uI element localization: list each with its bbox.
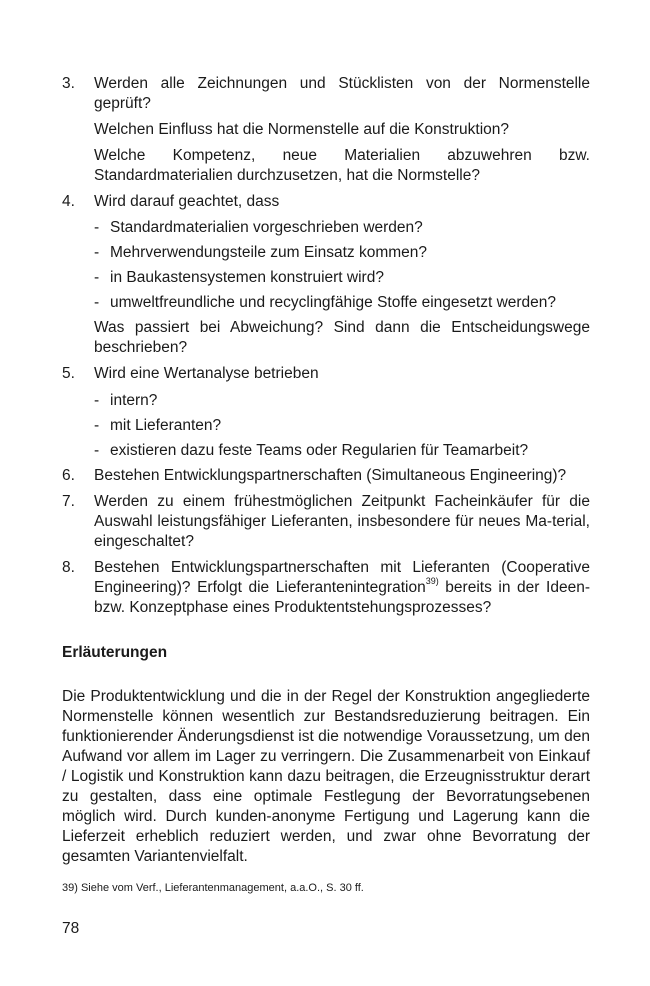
bullet-text: mit Lieferanten? <box>110 417 222 434</box>
dash-marker: - <box>94 294 100 311</box>
page-content <box>62 74 590 939</box>
question-text: Werden alle Zeichnungen und Stücklisten von der Normenstelle geprüft? <box>94 75 590 112</box>
bullet-text: umweltfreundliche und recyclingfähige Stoffe eingesetzt werden? <box>110 294 557 311</box>
question-text: Werden zu einem frühestmöglichen Zeitpunkt Facheinkäufer für die Auswahl leistungsfähiger Lieferanten, insbesondere für neues Ma-terial, eingeschaltet? <box>94 493 590 550</box>
dash-marker: - <box>94 442 100 459</box>
item-number: 4. <box>62 193 75 210</box>
bullet-item <box>94 268 590 288</box>
item-number: 8. <box>62 559 75 576</box>
bullet-text: in Baukastensystemen konstruiert wird? <box>110 269 384 286</box>
dash-marker: - <box>94 244 100 261</box>
footnote-reference: 39) <box>425 575 439 586</box>
body-paragraph: Die Produktentwicklung und die in der Regel der Konstruktion angegliederte Normenstelle können wesentlich zur Bestandsreduzierung beitragen. Ein funktionierender Änderungsdienst ist die notwendige Voraussetzung, um den Aufwand vor allem im Lager zu verringern. Die Zusammenarbeit von Einkauf / Logistik und Konstruktion kann dazu beitragen, die Erzeugnisstruktur derart zu gestalten, dass eine optimale Festlegung der Bevorratungsebenen möglich wird. Durch kunden-anonyme Fertigung und Lagerung kann die Lieferzeit erheblich reduziert werden, und zwar ohne Bevorratung der gesamten Variantenvielfalt. <box>62 688 590 865</box>
bullet-text: Standardmaterialien vorgeschrieben werden? <box>110 219 423 236</box>
item-number: 5. <box>62 365 75 382</box>
question-text: Wird eine Wertanalyse betrieben <box>94 365 319 382</box>
bullet-text: existieren dazu feste Teams oder Regularien für Teamarbeit? <box>110 442 529 459</box>
question-text <box>94 558 590 618</box>
question-text: Was passiert bei Abweichung? Sind dann die Entscheidungswege beschrieben? <box>94 319 590 356</box>
question-text: Bestehen Entwicklungspartnerschaften (Simultaneous Engineering)? <box>94 467 567 484</box>
dash-marker: - <box>94 269 100 286</box>
question-8 <box>62 558 590 618</box>
question-text: Wird darauf geachtet, dass <box>94 193 280 210</box>
bullet-item <box>94 416 590 436</box>
question-3 <box>62 74 590 186</box>
bullet-item <box>94 218 590 238</box>
dash-marker: - <box>94 392 100 409</box>
text-segment: bereits in der Ideen- bzw. Konzeptphase eines Produktentstehungsprozesses? <box>94 579 590 616</box>
bullet-item <box>94 391 590 411</box>
item-number: 7. <box>62 493 75 510</box>
question-5 <box>62 364 590 461</box>
bullet-item <box>94 441 590 461</box>
footnote: 39) Siehe vom Verf., Lieferantenmanagement, a.a.O., S. 30 ff. <box>62 882 364 894</box>
item-number: 3. <box>62 75 75 92</box>
section-heading: Erläuterungen <box>62 644 168 661</box>
bullet-text: Mehrverwendungsteile zum Einsatz kommen? <box>110 244 428 261</box>
page-number: 78 <box>62 920 80 937</box>
dash-marker: - <box>94 219 100 236</box>
bullet-item <box>94 293 590 313</box>
bullet-text: intern? <box>110 392 158 409</box>
question-4 <box>62 192 590 358</box>
question-7 <box>62 492 590 552</box>
question-text: Welche Kompetenz, neue Materialien abzuwehren bzw. Standardmaterialien durchzusetzen, hat die Normstelle? <box>94 147 590 184</box>
item-number: 6. <box>62 467 75 484</box>
dash-marker: - <box>94 417 100 434</box>
question-text: Welchen Einfluss hat die Normenstelle auf die Konstruktion? <box>94 121 509 138</box>
question-6 <box>62 466 590 486</box>
bullet-item <box>94 243 590 263</box>
text-segment: Bestehen Entwicklungspartnerschaften mit Lieferanten (Cooperative Engineering)? Erfolgt die Lieferantenintegration <box>94 559 590 596</box>
